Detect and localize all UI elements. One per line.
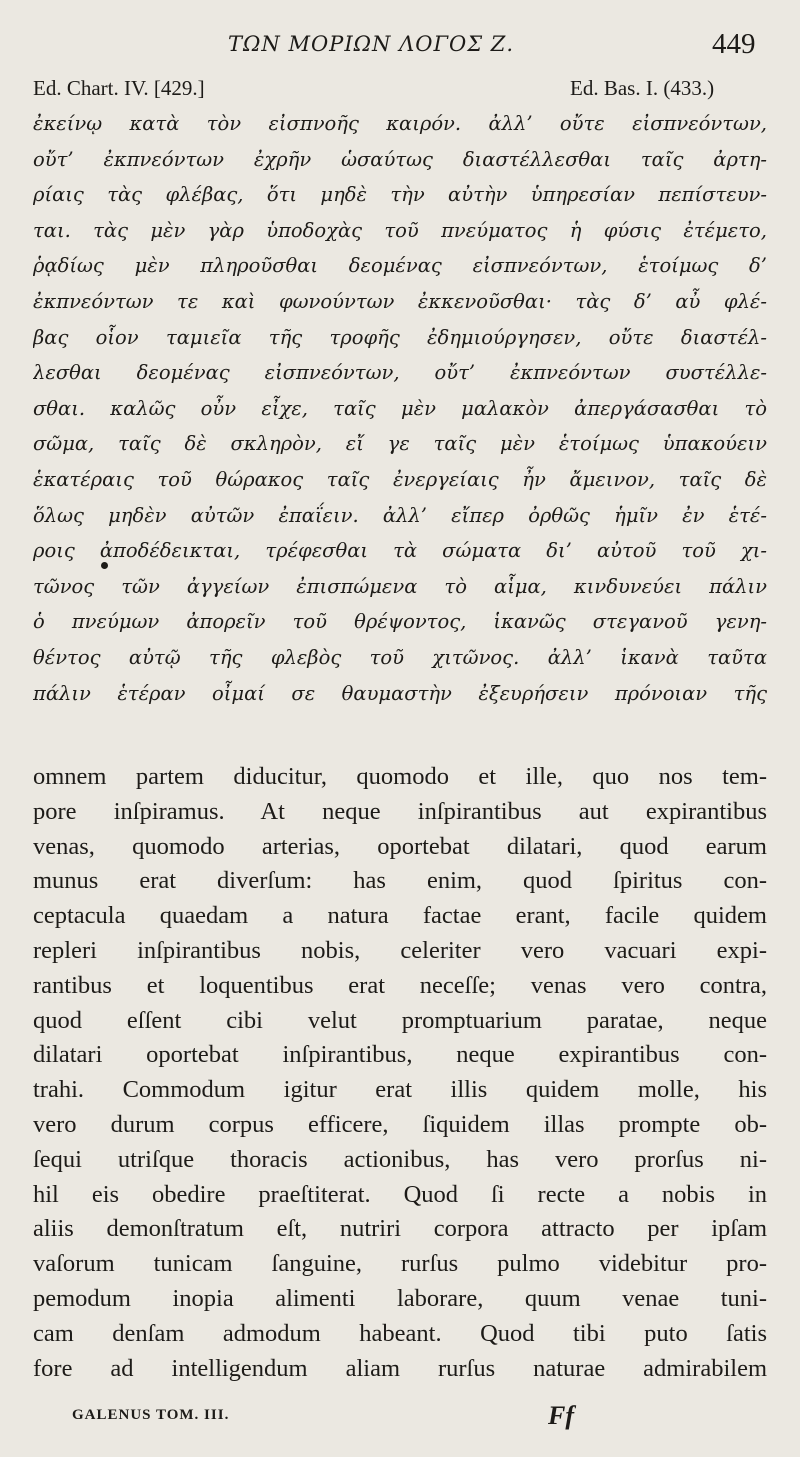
greek-line: τῶνος τῶν ἀγγείων ἐπισπώμενα τὸ αἷμα, κινδυνεύει πάλιν bbox=[33, 574, 767, 598]
running-title: ΤΩΝ ΜΟΡΙΩΝ ΛΟΓΟΣ Ζ. bbox=[228, 32, 515, 56]
greek-line: ὁ πνεύμων ἀπορεῖν τοῦ θρέψοντος, ἱκανῶς στεγανοῦ γενη- bbox=[33, 610, 767, 634]
latin-line: dilatari oportebat inſpirantibus, neque expirantibus con- bbox=[33, 1041, 767, 1069]
greek-line: θέντος αὐτῷ τῆς φλεβὸς τοῦ χιτῶνος. ἀλλ’ ἱκανὰ ταῦτα bbox=[33, 645, 767, 669]
ink-speck bbox=[101, 562, 108, 569]
latin-line: repleri inſpirantibus nobis, celeriter vero vacuari expi- bbox=[33, 936, 767, 964]
running-head bbox=[0, 28, 800, 60]
latin-line: quod eſſent cibi velut promptuarium paratae, neque bbox=[33, 1006, 767, 1034]
latin-line: pemodum inopia alimenti laborare, quum venae tuni- bbox=[33, 1284, 767, 1312]
show-through-text bbox=[40, 698, 760, 718]
latin-line: trahi. Commodum igitur erat illis quidem molle, his bbox=[33, 1076, 767, 1104]
greek-text bbox=[33, 106, 767, 711]
page-footer bbox=[0, 1403, 800, 1433]
signature-line: GALENUS TOM. III. bbox=[72, 1407, 230, 1423]
greek-line: ἐκείνῳ κατὰ τὸν εἰσπνοῆς καιρόν. ἀλλ’ οὔτε εἰσπνεόντων, bbox=[33, 112, 767, 135]
latin-line: pore inſpiramus. At neque inſpirantibus aut expirantibus bbox=[33, 797, 767, 825]
greek-line: ροις ἀποδέδεικται, τρέφεσθαι τὰ σώματα δι’ αὐτοῦ τοῦ χι- bbox=[33, 539, 767, 563]
page-number: 449 bbox=[712, 28, 756, 60]
latin-line: fore ad intelligendum aliam rurſus naturae admirabilem bbox=[33, 1354, 767, 1382]
greek-line: ἑκατέραις τοῦ θώρακος ταῖς ἐνεργείαις ἦν ἄμεινον, ταῖς δὲ bbox=[33, 467, 767, 491]
latin-line: vero durum corpus efficere, ſiquidem illas prompte ob- bbox=[33, 1110, 767, 1138]
latin-line: hil eis obedire praeſtiterat. Quod ſi recte a nobis in bbox=[33, 1180, 767, 1208]
latin-line: ſequi utriſque thoracis actionibus, has vero prorſus ni- bbox=[33, 1145, 767, 1173]
greek-line: σῶμα, ταῖς δὲ σκληρὸν, εἴ γε ταῖς μὲν ἑτοίμως ὑπακούειν bbox=[33, 432, 767, 456]
latin-line: venas, quomodo arterias, oportebat dilatari, quod earum bbox=[33, 832, 767, 860]
latin-line: aliis demonſtratum eſt, nutriri corpora attracto per ipſam bbox=[33, 1215, 767, 1243]
greek-line: πάλιν ἑτέραν οἶμαί σε θαυμαστὴν ἐξευρήσειν πρόνοιαν τῆς bbox=[33, 681, 767, 705]
greek-line: βας οἷον ταμιεῖα τῆς τροφῆς ἐδημιούργησεν, οὔτε διαστέλ- bbox=[33, 325, 767, 349]
latin-line: ceptacula quaedam a natura factae erant, facile quidem bbox=[33, 902, 767, 930]
latin-text bbox=[33, 760, 767, 1386]
edition-reference-basel: Ed. Bas. I. (433.) bbox=[570, 76, 715, 100]
greek-line: ται. τὰς μὲν γὰρ ὑποδοχὰς τοῦ πνεύματος ἡ φύσις ἐτέμετο, bbox=[33, 218, 767, 242]
greek-line: οὔτ’ ἐκπνεόντων ἐχρῆν ὡσαύτως διαστέλλεσθαι ταῖς ἀρτη- bbox=[33, 147, 767, 171]
edition-references bbox=[0, 76, 800, 102]
latin-line: omnem partem diducitur, quomodo et ille, quo nos tem- bbox=[33, 763, 767, 790]
latin-line: rantibus et loquentibus erat neceſſe; venas vero contra, bbox=[33, 971, 767, 999]
greek-line: λεσθαι δεομένας εἰσπνεόντων, οὔτ’ ἐκπνεόντων συστέλλε- bbox=[33, 361, 767, 385]
greek-line: ἐκπνεόντων τε καὶ φωνούντων ἐκκενοῦσθαι· τὰς δ’ αὖ φλέ- bbox=[33, 289, 767, 313]
latin-line: cam denſam admodum habeant. Quod tibi puto ſatis bbox=[33, 1319, 767, 1347]
latin-line: vaſorum tunicam ſanguine, rurſus pulmo videbitur pro- bbox=[33, 1250, 767, 1278]
greek-line: σθαι. καλῶς οὖν εἶχε, ταῖς μὲν μαλακὸν ἀπεργάσασθαι τὸ bbox=[33, 396, 767, 420]
greek-line: ρίαις τὰς φλέβας, ὅτι μηδὲ τὴν αὐτὴν ὑπηρεσίαν πεπίστευν- bbox=[33, 183, 767, 207]
greek-line: ὅλως μηδὲν αὐτῶν ἐπαΐειν. ἀλλ’ εἴπερ ὀρθῶς ἡμῖν ἐν ἑτέ- bbox=[33, 503, 767, 527]
sheet-mark: Ff bbox=[548, 1401, 574, 1430]
edition-reference-chartier: Ed. Chart. IV. [429.] bbox=[33, 76, 205, 100]
latin-line: munus erat diverſum: has enim, quod ſpiritus con- bbox=[33, 867, 767, 895]
greek-line: ῥᾳδίως μὲν πληροῦσθαι δεομένας εἰσπνεόντων, ἑτοίμως δ’ bbox=[33, 254, 767, 278]
